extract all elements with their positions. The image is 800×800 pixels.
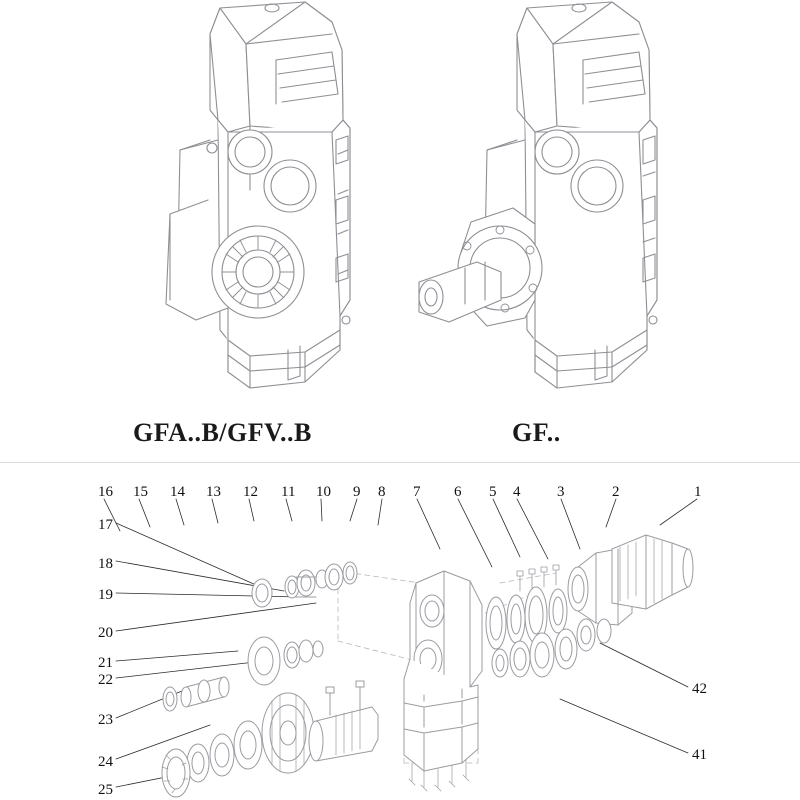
- callout-11: 11: [281, 484, 296, 500]
- exploded-parts-diagram: [0, 463, 800, 800]
- callout-18: 18: [98, 556, 113, 572]
- callout-12: 12: [243, 484, 258, 500]
- callout-10: 10: [316, 484, 331, 500]
- callout-8: 8: [378, 484, 386, 500]
- callout-25: 25: [98, 782, 113, 798]
- callout-16: 16: [98, 484, 113, 500]
- callout-2: 2: [612, 484, 620, 500]
- callout-7: 7: [413, 484, 421, 500]
- callout-13: 13: [206, 484, 221, 500]
- callout-42: 42: [692, 681, 707, 697]
- callout-5: 5: [489, 484, 497, 500]
- hollow-shaft-gearbox-drawing: [100, 0, 390, 462]
- callout-15: 15: [133, 484, 148, 500]
- callout-9: 9: [353, 484, 361, 500]
- callout-3: 3: [557, 484, 565, 500]
- callout-21: 21: [98, 655, 113, 671]
- callout-24: 24: [98, 754, 113, 770]
- callout-19: 19: [98, 587, 113, 603]
- caption-gf: GF..: [512, 418, 561, 447]
- solid-shaft-gearbox-drawing: [405, 0, 705, 462]
- callout-23: 23: [98, 712, 113, 728]
- caption-gfa-gfv: GFA..B/GFV..B: [133, 418, 312, 447]
- callout-4: 4: [513, 484, 521, 500]
- callout-22: 22: [98, 672, 113, 688]
- callout-17: 17: [98, 517, 113, 533]
- callout-20: 20: [98, 625, 113, 641]
- callout-41: 41: [692, 747, 707, 763]
- callout-14: 14: [170, 484, 185, 500]
- callout-6: 6: [454, 484, 462, 500]
- callout-1: 1: [694, 484, 702, 500]
